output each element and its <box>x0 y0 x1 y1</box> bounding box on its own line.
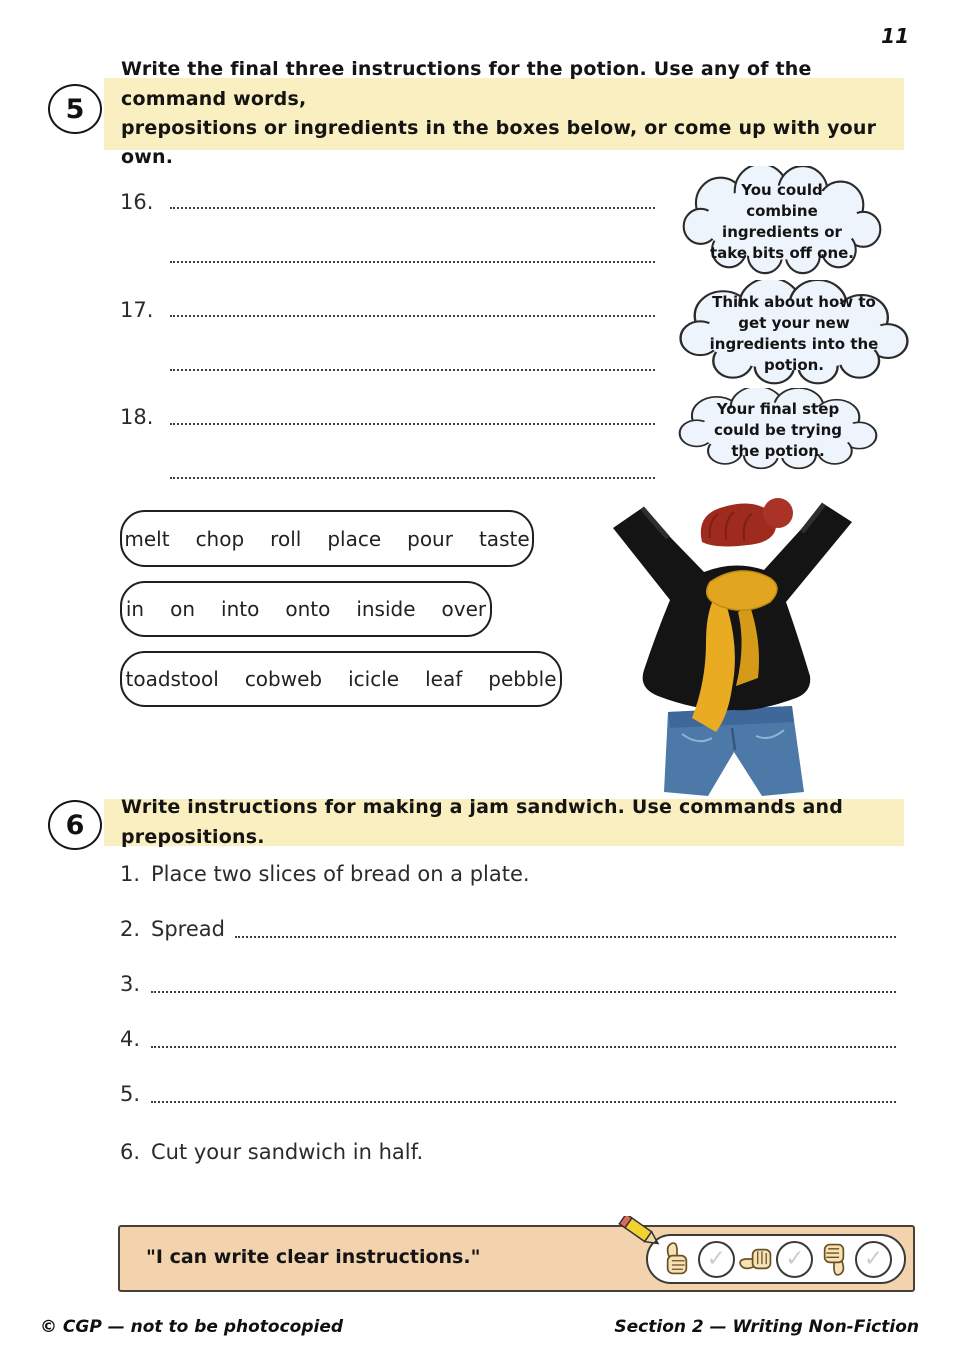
checkmark-icon: ✓ <box>785 1246 805 1272</box>
item-18-label: 18. <box>120 405 154 429</box>
answer-line-16a[interactable] <box>170 207 655 209</box>
self-assessment-statement: "I can write clear instructions." <box>146 1246 481 1268</box>
step-label: 2. <box>120 917 141 941</box>
footer-copyright: © CGP — not to be photocopied <box>40 1317 344 1337</box>
hint-cloud-3 <box>674 388 882 472</box>
step-label: 5. <box>120 1082 141 1106</box>
page-number: 11 <box>881 24 909 48</box>
word: leaf <box>425 667 463 691</box>
rating-checkbox-ok[interactable] <box>776 1241 813 1278</box>
question-6-prompt <box>104 796 904 848</box>
word: chop <box>195 526 245 551</box>
word: cobweb <box>244 667 323 691</box>
word: melt <box>124 526 170 551</box>
step-6 <box>120 1140 896 1165</box>
checkmark-icon: ✓ <box>706 1246 726 1272</box>
answer-line-step-2[interactable] <box>235 936 896 938</box>
self-assessment-rating <box>646 1234 906 1284</box>
word: toadstool <box>125 667 219 691</box>
answer-line-18a[interactable] <box>170 423 655 425</box>
step-2 <box>120 917 896 942</box>
jumping-clothes-photo <box>598 486 950 800</box>
word: pebble <box>488 667 557 691</box>
word: icicle <box>348 667 400 691</box>
step-4 <box>120 1027 896 1052</box>
word: taste <box>478 526 530 551</box>
word: over <box>441 597 487 621</box>
step-text: Place two slices of bread on a plate. <box>151 862 530 886</box>
question-6-number-badge <box>48 800 102 850</box>
word: into <box>221 597 260 621</box>
answer-line-step-4[interactable] <box>151 1046 896 1048</box>
word-box-command-words <box>120 510 534 567</box>
word: pour <box>407 526 453 551</box>
prompt-line: Write the final three instructions for the potion. Use any of the command words, <box>121 58 812 110</box>
pencil-icon <box>616 1216 668 1260</box>
word: roll <box>270 526 302 551</box>
word: inside <box>356 597 416 621</box>
step-1 <box>120 862 896 887</box>
step-label: 3. <box>120 972 141 996</box>
checkmark-icon: ✓ <box>863 1246 884 1272</box>
answer-line-step-5[interactable] <box>151 1101 896 1103</box>
word: onto <box>285 597 331 621</box>
word: on <box>170 597 196 621</box>
answer-line-17a[interactable] <box>170 315 655 317</box>
question-number: 6 <box>65 809 85 841</box>
hint-text: Your final step could be trying the potion. <box>713 399 842 460</box>
question-5-prompt <box>104 58 904 169</box>
step-text: Spread <box>151 917 225 941</box>
prompt-line: Write instructions for making a jam sandwich. Use commands and prepositions. <box>121 796 844 848</box>
question-number: 5 <box>65 93 85 125</box>
step-3 <box>120 972 896 997</box>
step-label: 6. <box>120 1140 141 1164</box>
hint-text: You could combine ingredients or take bits off one. <box>710 181 854 262</box>
thumbs-neutral-icon <box>735 1242 777 1276</box>
rating-checkbox-good[interactable] <box>698 1241 735 1278</box>
prompt-line: prepositions or ingredients in the boxes below, or come up with your own. <box>121 117 877 169</box>
person-illustration-icon <box>598 486 950 800</box>
step-label: 4. <box>120 1027 141 1051</box>
step-5 <box>120 1082 896 1107</box>
thumbs-down-icon <box>817 1238 851 1280</box>
hint-text: Think about how to get your new ingredients into the potion. <box>709 293 879 374</box>
answer-line-step-3[interactable] <box>151 991 896 993</box>
word-box-ingredients <box>120 651 562 707</box>
item-16-label: 16. <box>120 190 154 214</box>
step-label: 1. <box>120 862 141 886</box>
word: place <box>327 526 382 551</box>
word-box-prepositions <box>120 581 492 637</box>
hint-cloud-1 <box>678 166 886 278</box>
footer-section: Section 2 — Writing Non-Fiction <box>614 1317 919 1337</box>
question-5-number-badge <box>48 84 102 134</box>
answer-line-17b[interactable] <box>170 369 655 371</box>
step-text: Cut your sandwich in half. <box>151 1140 424 1164</box>
answer-line-18b[interactable] <box>170 477 655 479</box>
item-17-label: 17. <box>120 298 154 322</box>
answer-line-16b[interactable] <box>170 261 655 263</box>
hint-cloud-2 <box>674 280 914 388</box>
rating-checkbox-needs-work[interactable] <box>855 1241 892 1278</box>
word: in <box>125 597 145 621</box>
